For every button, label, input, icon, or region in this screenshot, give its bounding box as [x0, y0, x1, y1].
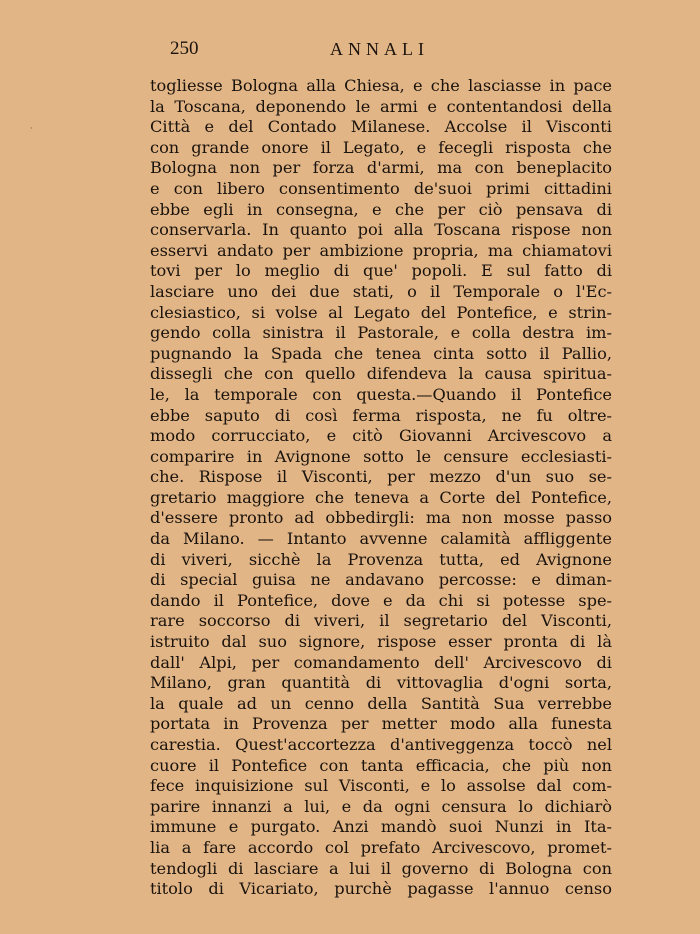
- text-line: di special guisa ne andavano percosse: e diman-: [150, 570, 612, 590]
- text-line: la Toscana, deponendo le armi e contentandosi della: [150, 96, 612, 116]
- text-line: carestia. Quest'accortezza d'antiveggenza toccò nel: [150, 735, 612, 754]
- text-line: di viveri, sicchè la Provenza tutta, ed Avignone: [150, 549, 612, 569]
- text-line: lia a fare accordo col prefato Arcivescovo, promet-: [150, 837, 612, 857]
- text-line: esservi andato per ambizione propria, ma chiamatovi: [150, 240, 612, 260]
- text-line: ebbe egli in consegna, e che per ciò pensava di: [150, 199, 612, 219]
- text-line: Milano, gran quantità di vittovaglia d'ogni sorta,: [150, 673, 612, 693]
- text-line: portata in Provenza per metter modo alla funesta: [150, 714, 612, 734]
- text-line: lasciare uno dei due stati, o il Temporale o l'Ec-: [150, 281, 612, 301]
- margin-speck: ·: [30, 124, 33, 133]
- text-line: clesiastico, si volse al Legato del Pontefice, e strin-: [150, 302, 612, 322]
- text-line: tendogli di lasciare a lui il governo di Bologna con: [150, 858, 612, 878]
- text-line: Città e del Contado Milanese. Accolse il Visconti: [150, 117, 612, 137]
- text-line: da Milano. — Intanto avvenne calamità affliggente: [150, 529, 612, 549]
- text-line: d'essere pronto ad obbedirgli: ma non mosse passo: [150, 508, 612, 528]
- running-head: ANNALI: [330, 39, 429, 59]
- text-line: dall' Alpi, per comandamento dell' Arcivescovo di: [150, 652, 612, 672]
- text-line: cuore il Pontefice con tanta efficacia, che più non: [150, 755, 612, 775]
- text-line: parire innanzi a lui, e da ogni censura lo dichiarò: [150, 796, 612, 816]
- text-line: fece inquisizione sul Visconti, e lo assolse dal com-: [150, 776, 612, 796]
- text-line: la quale ad un cenno della Santità Sua verrebbe: [150, 693, 612, 713]
- body-text: [150, 76, 612, 900]
- text-line: modo corrucciato, e citò Giovanni Arcivescovo a: [150, 426, 612, 446]
- text-line: dissegli che con quello difendeva la causa spiritua-: [150, 364, 612, 384]
- text-line: gendo colla sinistra il Pastorale, e colla destra im-: [150, 323, 612, 343]
- page-number: 250: [170, 38, 199, 59]
- text-line: e con libero consentimento de'suoi primi cittadini: [150, 178, 612, 198]
- text-line: conservarla. In quanto poi alla Toscana rispose non: [150, 220, 612, 240]
- text-line: le, la temporale con questa.—Quando il Pontefice: [150, 384, 612, 404]
- text-line: ebbe saputo di così ferma risposta, ne fu oltre-: [150, 405, 612, 425]
- text-line: rare soccorso di viveri, il segretario del Visconti,: [150, 611, 612, 631]
- text-line: gretario maggiore che teneva a Corte del Pontefice,: [150, 487, 612, 507]
- text-line: titolo di Vicariato, purchè pagasse l'annuo censo: [150, 879, 612, 899]
- text-line: che. Rispose il Visconti, per mezzo d'un suo se-: [150, 467, 612, 487]
- text-line: dando il Pontefice, dove e da chi si potesse spe-: [150, 590, 612, 610]
- text-line: istruito dal suo signore, rispose esser pronta di là: [150, 632, 612, 652]
- text-line: con grande onore il Legato, e fecegli risposta che: [150, 137, 612, 157]
- text-line: comparire in Avignone sotto le censure ecclesiasti-: [150, 446, 612, 466]
- text-line: togliesse Bologna alla Chiesa, e che lasciasse in pace: [150, 76, 612, 95]
- text-line: immune e purgato. Anzi mandò suoi Nunzi in Ita-: [150, 817, 612, 837]
- text-line: pugnando la Spada che tenea cinta sotto il Pallio,: [150, 343, 612, 363]
- text-line: tovi per lo meglio di que' popoli. E sul fatto di: [150, 261, 612, 281]
- text-line: Bologna non per forza d'armi, ma con beneplacito: [150, 158, 612, 178]
- page-header: [170, 38, 610, 60]
